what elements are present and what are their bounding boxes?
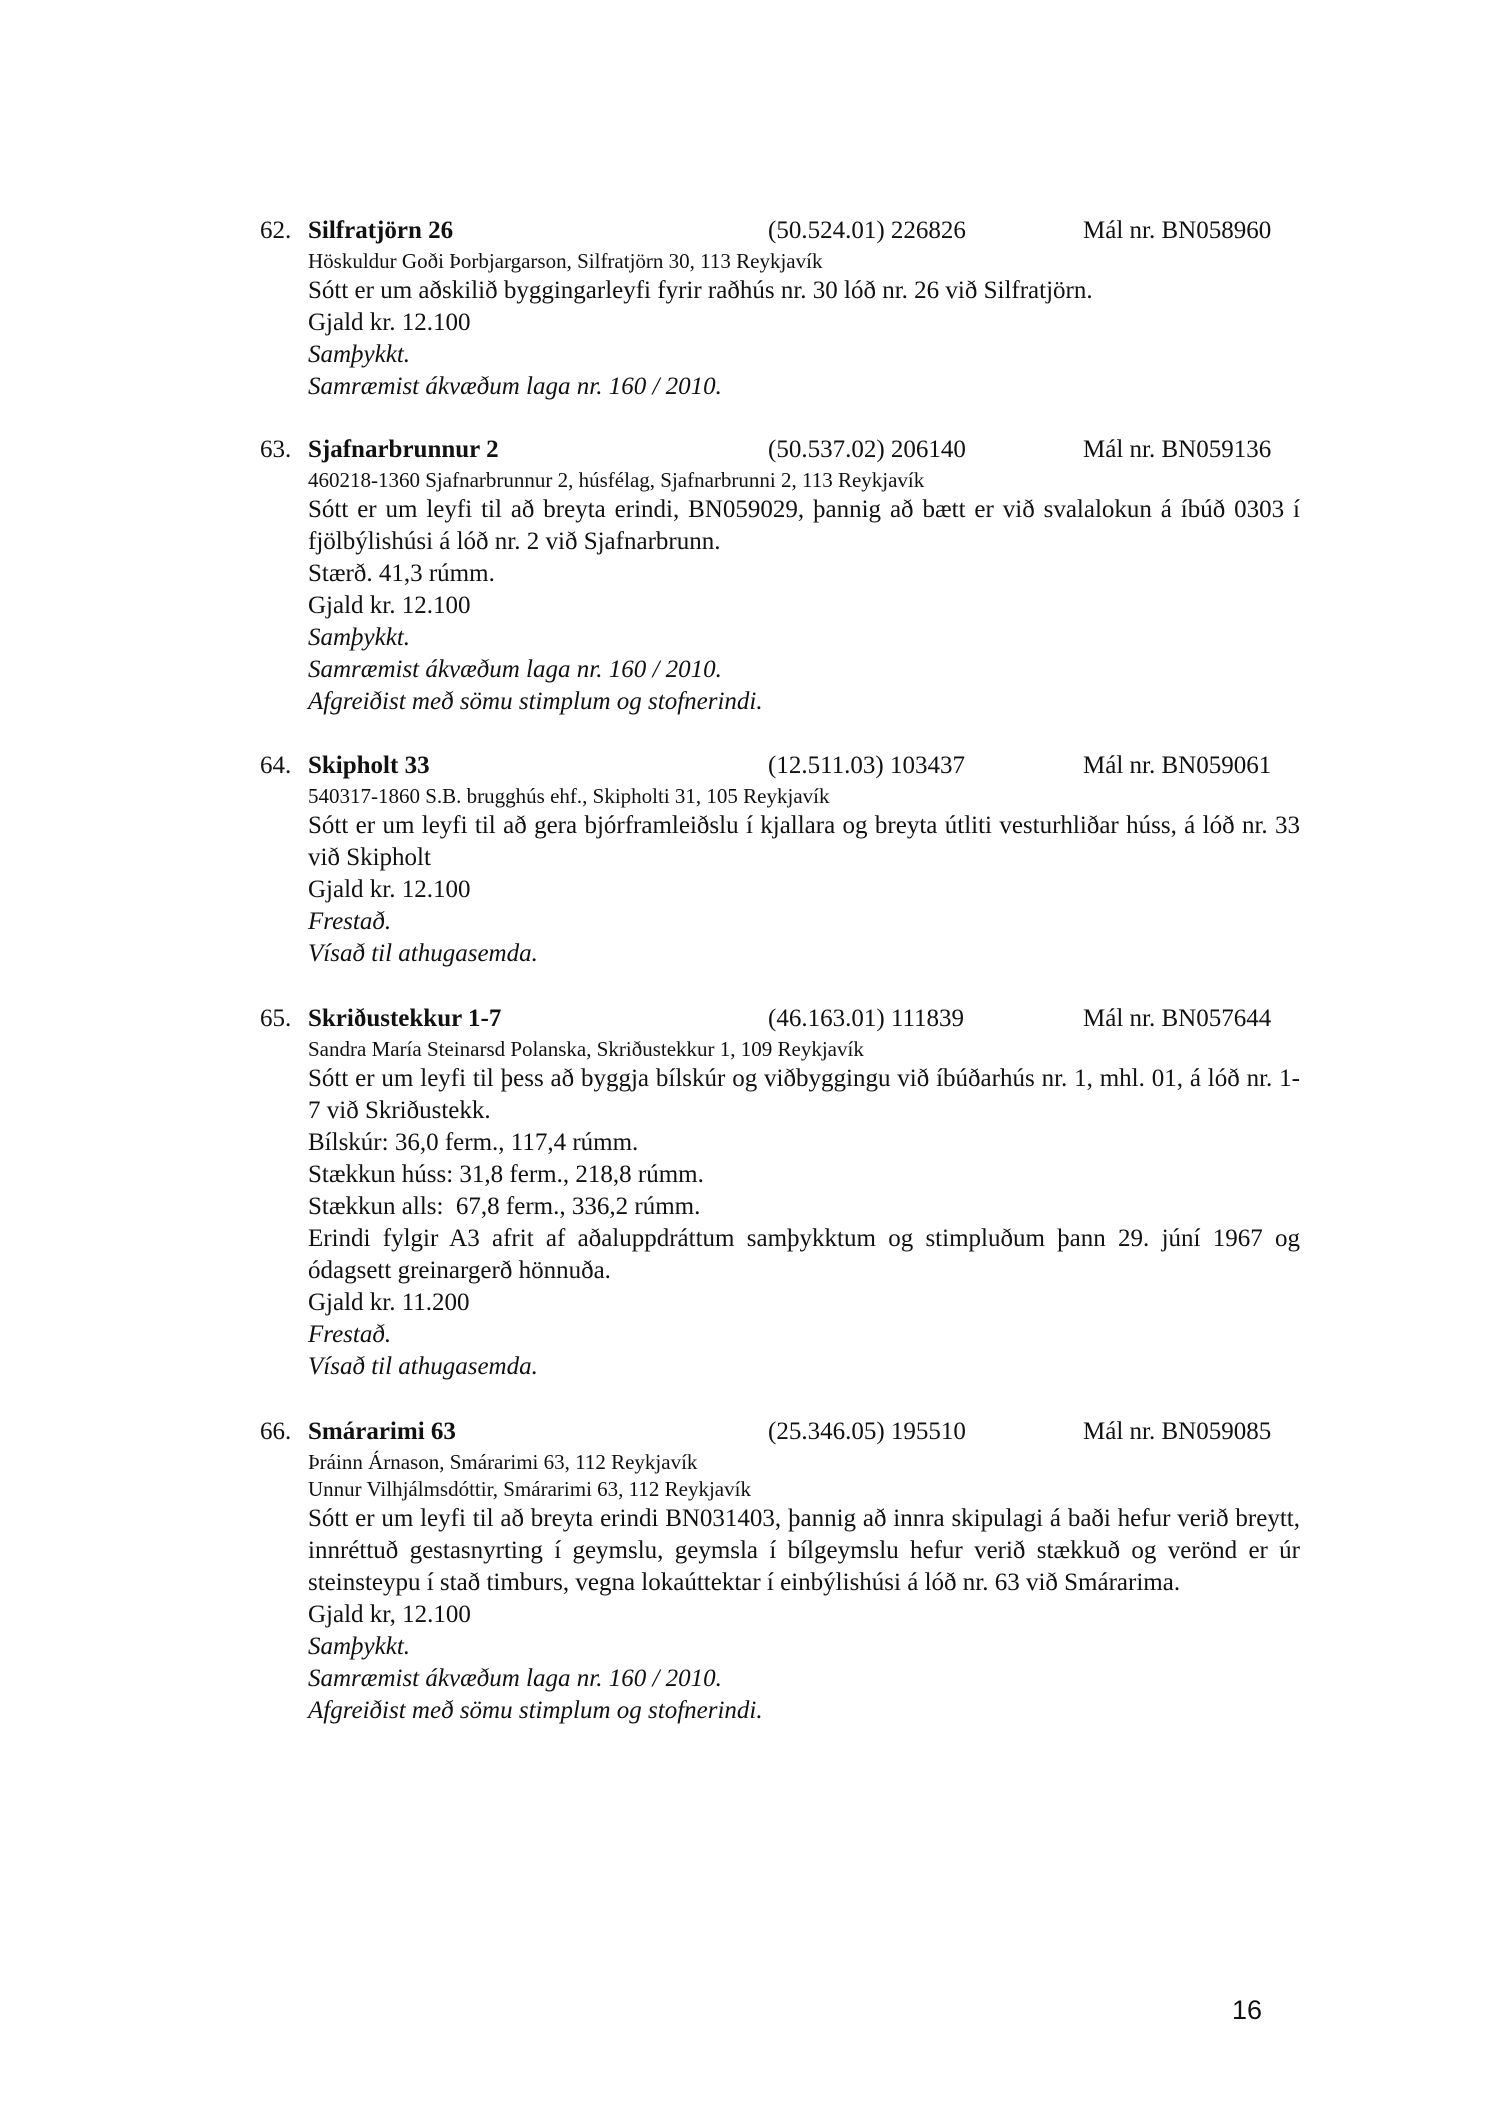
case-number: Mál nr. BN058960	[1083, 217, 1272, 244]
entry-address: Silfratjörn 26	[308, 217, 454, 244]
applicant: Unnur Vilhjálmsdóttir, Smárarimi 63, 112 Reykjavík	[308, 1477, 751, 1501]
decision-line: Vísað til athugasemda.	[308, 1353, 538, 1380]
detail-line: Erindi fylgir A3 afrit af aðaluppdráttum samþykktum og stimpluðum þann 29. júní 1967 og ódagsett greinargerð hönnuða.	[308, 1225, 1300, 1284]
land-number: (12.511.03) 103437	[768, 752, 965, 779]
case-entry	[260, 433, 1300, 718]
entry-header	[260, 749, 1300, 783]
decision-line: Samræmist ákvæðum laga nr. 160 / 2010.	[308, 656, 722, 683]
case-number: Mál nr. BN057644	[1083, 1005, 1272, 1032]
decision-line: Samræmist ákvæðum laga nr. 160 / 2010.	[308, 1665, 722, 1692]
case-entry	[260, 1002, 1300, 1383]
applicant: Höskuldur Goði Þorbjargarson, Silfratjörn 30, 113 Reykjavík	[308, 249, 823, 273]
entry-number: 65.	[260, 1005, 292, 1032]
entry-address: Skriðustekkur 1-7	[308, 1005, 502, 1032]
decision-line: Frestað.	[308, 908, 392, 935]
detail-line: Gjald kr. 12.100	[308, 309, 471, 336]
land-number: (50.524.01) 226826	[768, 217, 966, 244]
description: Sótt er um leyfi til þess að byggja bílskúr og viðbyggingu við íbúðarhús nr. 1, mhl. 01, á lóð nr. 1-7 við Skriðustekk.	[308, 1065, 1300, 1124]
applicant: Þráinn Árnason, Smárarimi 63, 112 Reykjavík	[308, 1450, 698, 1474]
detail-line: Gjald kr. 12.100	[308, 592, 471, 619]
entry-body	[260, 1449, 1300, 1727]
case-entry	[260, 1415, 1300, 1727]
case-entry	[260, 214, 1300, 403]
detail-line: Stækkun húss: 31,8 ferm., 218,8 rúmm.	[308, 1161, 704, 1188]
case-number: Mál nr. BN059085	[1083, 1418, 1272, 1445]
decision-line: Samþykkt.	[308, 624, 411, 651]
entry-body	[260, 783, 1300, 970]
entry-body	[260, 1036, 1300, 1383]
entry-header	[260, 214, 1300, 248]
detail-line: Gjald kr. 11.200	[308, 1289, 470, 1316]
decision-line: Samþykkt.	[308, 341, 411, 368]
decision-line: Afgreiðist með sömu stimplum og stofnerindi.	[308, 1697, 763, 1724]
page-number: 16	[1232, 1995, 1263, 2025]
description: Sótt er um leyfi til að gera bjórframleiðslu í kjallara og breyta útliti vesturhliðar húss, á lóð nr. 33 við Skipholt	[308, 812, 1300, 871]
entry-body	[260, 467, 1300, 718]
land-number: (50.537.02) 206140	[768, 436, 966, 463]
entry-number: 66.	[260, 1418, 292, 1445]
detail-line: Stækkun alls: 67,8 ferm., 336,2 rúmm.	[308, 1193, 701, 1220]
detail-line: Gjald kr. 12.100	[308, 876, 471, 903]
entry-address: Smárarimi 63	[308, 1418, 456, 1445]
entry-header	[260, 433, 1300, 467]
detail-line: Bílskúr: 36,0 ferm., 117,4 rúmm.	[308, 1129, 639, 1156]
description: Sótt er um leyfi til að breyta erindi BN031403, þannig að innra skipulagi á baði hefur verið breytt, innréttuð gestasnyrting í geymslu, geymsla í bílgeymslu hefur verið stækkuð og verönd er úr steinsteypu í stað timburs, vegna lokaúttektar í einbýlishúsi á lóð nr. 63 við Smárarima.	[308, 1505, 1300, 1596]
decision-line: Afgreiðist með sömu stimplum og stofnerindi.	[308, 688, 763, 715]
entry-address: Sjafnarbrunnur 2	[308, 436, 499, 463]
entry-number: 64.	[260, 752, 292, 779]
description: Sótt er um leyfi til að breyta erindi, BN059029, þannig að bætt er við svalalokun á íbúð 0303 í fjölbýlishúsi á lóð nr. 2 við Sjafnarbrunn.	[308, 496, 1300, 555]
decision-line: Samþykkt.	[308, 1633, 411, 1660]
entry-header	[260, 1002, 1300, 1036]
land-number: (25.346.05) 195510	[768, 1418, 966, 1445]
decision-line: Frestað.	[308, 1321, 392, 1348]
description: Sótt er um aðskilið byggingarleyfi fyrir raðhús nr. 30 lóð nr. 26 við Silfratjörn.	[308, 277, 1093, 304]
entry-header	[260, 1415, 1300, 1449]
applicant: 460218-1360 Sjafnarbrunnur 2, húsfélag, Sjafnarbrunni 2, 113 Reykjavík	[308, 468, 925, 492]
case-number: Mál nr. BN059061	[1083, 752, 1272, 779]
applicant: 540317-1860 S.B. brugghús ehf., Skipholti 31, 105 Reykjavík	[308, 784, 830, 808]
entry-body	[260, 248, 1300, 403]
detail-line: Stærð. 41,3 rúmm.	[308, 560, 495, 587]
land-number: (46.163.01) 111839	[768, 1005, 965, 1032]
entry-address: Skipholt 33	[308, 752, 430, 779]
case-entry	[260, 749, 1300, 970]
case-number: Mál nr. BN059136	[1083, 436, 1272, 463]
entry-number: 62.	[260, 217, 292, 244]
entry-number: 63.	[260, 436, 292, 463]
decision-line: Vísað til athugasemda.	[308, 940, 538, 967]
decision-line: Samræmist ákvæðum laga nr. 160 / 2010.	[308, 373, 722, 400]
detail-line: Gjald kr, 12.100	[308, 1601, 471, 1628]
applicant: Sandra María Steinarsd Polanska, Skriðustekkur 1, 109 Reykjavík	[308, 1037, 864, 1061]
